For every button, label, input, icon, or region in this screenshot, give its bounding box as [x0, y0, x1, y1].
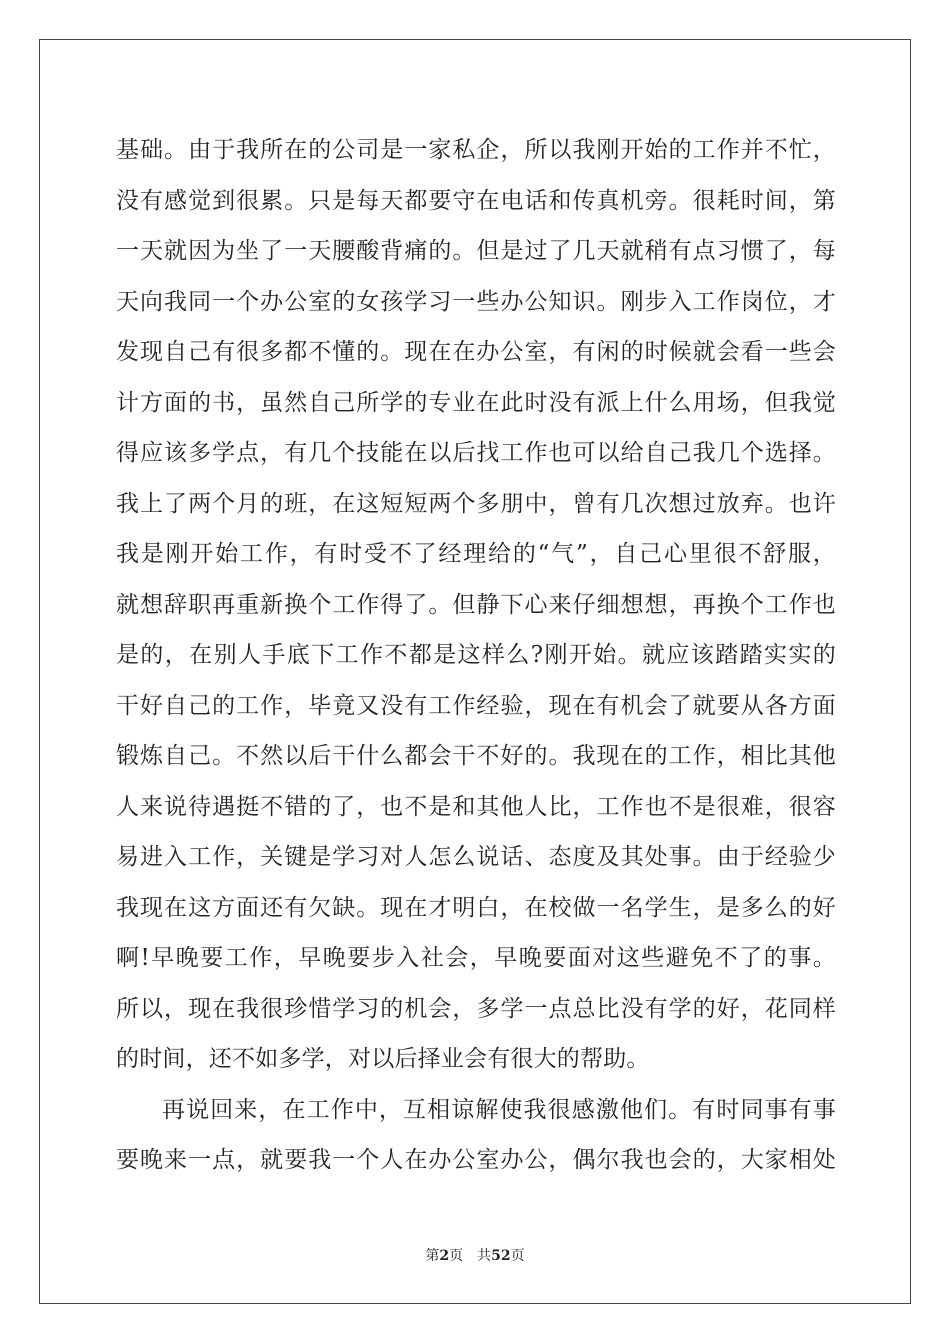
total-suffix: 页 — [510, 1248, 525, 1264]
text-line: 啊!早晚要工作，早晚要步入社会，早晚要面对这些避免不了的事。 — [116, 945, 836, 971]
text-line: 计方面的书，虽然自己所学的专业在此时没有派上什么用场，但我觉 — [116, 389, 836, 416]
text-line: 易进入工作，关键是学习对人怎么说话、态度及其处事。由于经验少 — [116, 844, 836, 870]
text-line: 基础。由于我所在的公司是一家私企，所以我刚开始的工作并不忙， — [116, 137, 836, 163]
document-body — [116, 125, 836, 1186]
page-suffix: 页 — [449, 1248, 464, 1264]
text-line: 我是刚开始工作，有时受不了经理给的“气”，自己心里很不舒服， — [116, 541, 836, 567]
text-line: 没有感觉到很累。只是每天都要守在电话和传真机旁。很耗时间，第 — [116, 187, 836, 214]
text-line: 的时间，还不如多学，对以后择业会有很大的帮助。 — [116, 1046, 650, 1072]
text-line: 再说回来，在工作中，互相谅解使我很感激他们。有时同事有事 — [162, 1096, 836, 1123]
page-prefix: 第 — [425, 1248, 440, 1264]
text-line: 一天就因为坐了一天腰酸背痛的。但是过了几天就稍有点习惯了，每 — [116, 238, 836, 264]
total-prefix: 共 — [477, 1248, 492, 1264]
text-line: 是的，在别人手底下工作不都是这样么?刚开始。就应该踏踏实实的 — [116, 642, 836, 668]
text-line: 人来说待遇挺不错的了，也不是和其他人比，工作也不是很难，很容 — [116, 793, 836, 820]
text-line: 发现自己有很多都不懂的。现在在办公室，有闲的时候就会看一些会 — [116, 339, 836, 365]
text-line: 我上了两个月的班，在这短短两个多朋中，曾有几次想过放弃。也许 — [116, 490, 836, 517]
text-line: 锻炼自己。不然以后干什么都会干不好的。我现在的工作，相比其他 — [116, 743, 836, 769]
total-pages: 52 — [491, 1248, 511, 1264]
page-number: 2 — [439, 1248, 450, 1264]
text-line: 要晚来一点，就要我一个人在办公室办公，偶尔我也会的，大家相处 — [116, 1147, 836, 1173]
text-line: 就想辞职再重新换个工作得了。但静下心来仔细想想，再换个工作也 — [116, 591, 836, 618]
text-line: 我现在这方面还有欠缺。现在才明白，在校做一名学生，是多么的好 — [116, 894, 836, 921]
text-line: 天向我同一个办公室的女孩学习一些办公知识。刚步入工作岗位，才 — [116, 288, 836, 315]
text-line: 所以，现在我很珍惜学习的机会，多学一点总比没有学的好，花同样 — [116, 995, 836, 1022]
text-line: 干好自己的工作，毕竟又没有工作经验，现在有机会了就要从各方面 — [116, 692, 836, 719]
text-line: 得应该多学点，有几个技能在以后找工作也可以给自己我几个选择。 — [116, 440, 836, 466]
page-footer — [0, 1245, 950, 1265]
